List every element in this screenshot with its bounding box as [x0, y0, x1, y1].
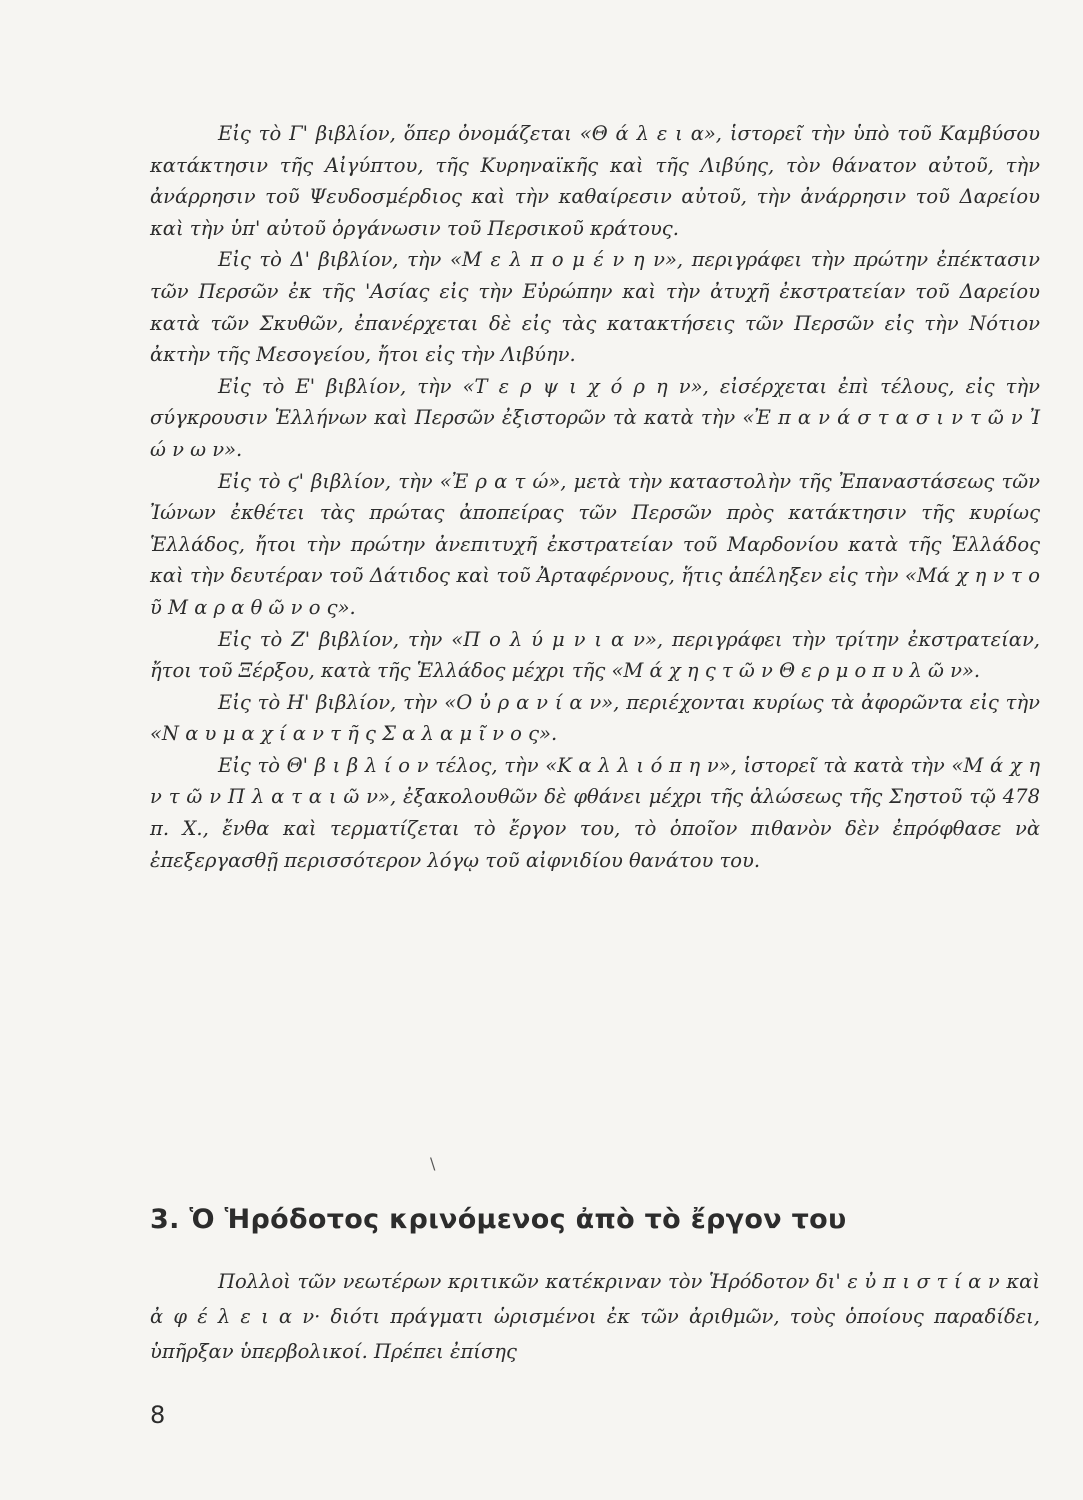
paragraph-book-5: Εἰς τὸ Ε' βιβλίον, τὴν «Τ ε ρ ψ ι χ ό ρ η ν», εἰσέρχεται ἐπὶ τέλους, εἰς τὴν σύγκρουσιν Ἑλλήνων καὶ Περσῶν ἐξιστορῶν τὰ κατὰ τὴν «Ἐ π α ν ά σ τ α σ ι ν τ ῶ ν Ἰ ώ ν ω ν».: [150, 374, 1040, 461]
paragraph-book-7: Εἰς τὸ Ζ' βιβλίον, τὴν «Π ο λ ύ μ ν ι α ν», περιγράφει τὴν τρίτην ἐκστρατείαν, ἤτοι τοῦ Ξέρξου, κατὰ τῆς Ἑλλάδος μέχρι τῆς «Μ ά χ η ς τ ῶ ν Θ ε ρ μ ο π υ λ ῶ ν».: [150, 627, 1040, 683]
paragraph-book-6: Εἰς τὸ ϛ' βιβλίον, τὴν «Ἐ ρ α τ ώ», μετὰ τὴν καταστολὴν τῆς Ἐπαναστάσεως τῶν Ἰώνων ἐκθέτει τὰς πρώτας ἀποπείρας τῶν Περσῶν πρὸς κατάκτησιν τῆς κυρίως Ἑλλάδος, ἤτοι τὴν πρώτην ἀνεπιτυχῆ ἐκστρατείαν τοῦ Μαρδονίου κατὰ τῆς Ἑλλάδος καὶ τὴν δευτέραν τοῦ Δάτιδος καὶ τοῦ Ἀρταφέρνους, ἥτις ἀπέληξεν εἰς τὴν «Μά χ η ν τ ο ῦ Μ α ρ α θ ῶ ν ο ς».: [150, 469, 1040, 619]
paragraph-book-3: Εἰς τὸ Γ' βιβλίον, ὅπερ ὀνομάζεται «Θ ά λ ε ι α», ἱστορεῖ τὴν ὑπὸ τοῦ Καμβύσου κατάκτησιν τῆς Αἰγύπτου, τῆς Κυρηναϊκῆς καὶ τῆς Λιβύης, τὸν θάνατον αὐτοῦ, τὴν ἀνάρρησιν τοῦ Ψευδοσμέρδιος καὶ τὴν καθαίρεσιν αὐτοῦ, τὴν ἀνάρρησιν τοῦ Δαρείου καὶ τὴν ὑπ' αὐτοῦ ὀργάνωσιν τοῦ Περσικοῦ κράτους.: [150, 122, 1040, 240]
page-number: 8: [150, 1401, 166, 1429]
paragraph-book-4: Εἰς τὸ Δ' βιβλίον, τὴν «Μ ε λ π ο μ έ ν η ν», περιγράφει τὴν πρώτην ἐπέκτασιν τῶν Περσῶν ἐκ τῆς 'Ασίας εἰς τὴν Εὐρώπην καὶ τὴν ἀτυχῆ ἐκστρατείαν τοῦ Δαρείου κατὰ τῶν Σκυθῶν, ἐπανέρχεται δὲ εἰς τὰς κατακτήσεις τῶν Περσῶν εἰς τὴν Νότιον ἀκτὴν τῆς Μεσογείου, ἤτοι εἰς τὴν Λιβύην.: [150, 248, 1040, 367]
paragraph-book-8: Εἰς τὸ Η' βιβλίον, τὴν «Ο ὐ ρ α ν ί α ν», περιέχονται κυρίως τὰ ἀφορῶντα εἰς τὴν «Ν α υ μ α χ ί α ν τ ῆ ς Σ α λ α μ ῖ ν ο ς».: [150, 690, 1040, 746]
main-text: [150, 118, 1040, 876]
stray-mark: \: [430, 1154, 436, 1173]
section-heading: 3. Ὁ Ἡρόδοτος κρινόμενος ἀπὸ τὸ ἔργον του: [150, 1204, 847, 1235]
paragraph-book-9: Εἰς τὸ Θ' β ι β λ ί ο ν τέλος, τὴν «Κ α λ λ ι ό π η ν», ἱστορεῖ τὰ κατὰ τὴν «Μ ά χ η ν τ ῶ ν Π λ α τ α ι ῶ ν», ἐξακολουθῶν δὲ φθάνει μέχρι τῆς ἁλώσεως τῆς Σηστοῦ τῷ 478 π. Χ., ἔνθα καὶ τερματίζεται τὸ ἔργον του, τὸ ὁποῖον πιθανὸν δὲν ἐπρόφθασε νὰ ἐπεξεργασθῇ περισσότερον λόγῳ τοῦ αἰφνιδίου θανάτου του.: [150, 753, 1040, 872]
section-paragraph: Πολλοὶ τῶν νεωτέρων κριτικῶν κατέκριναν τὸν Ἡρόδοτον δι' ε ὐ π ι σ τ ί α ν καὶ ἀ φ έ λ ε ι α ν· διότι πράγματι ὡρισμένοι ἐκ τῶν ἀριθμῶν, τοὺς ὁποίους παραδίδει, ὑπῆρξαν ὑπερβολικοί. Πρέπει ἐπίσης: [150, 1270, 1040, 1363]
